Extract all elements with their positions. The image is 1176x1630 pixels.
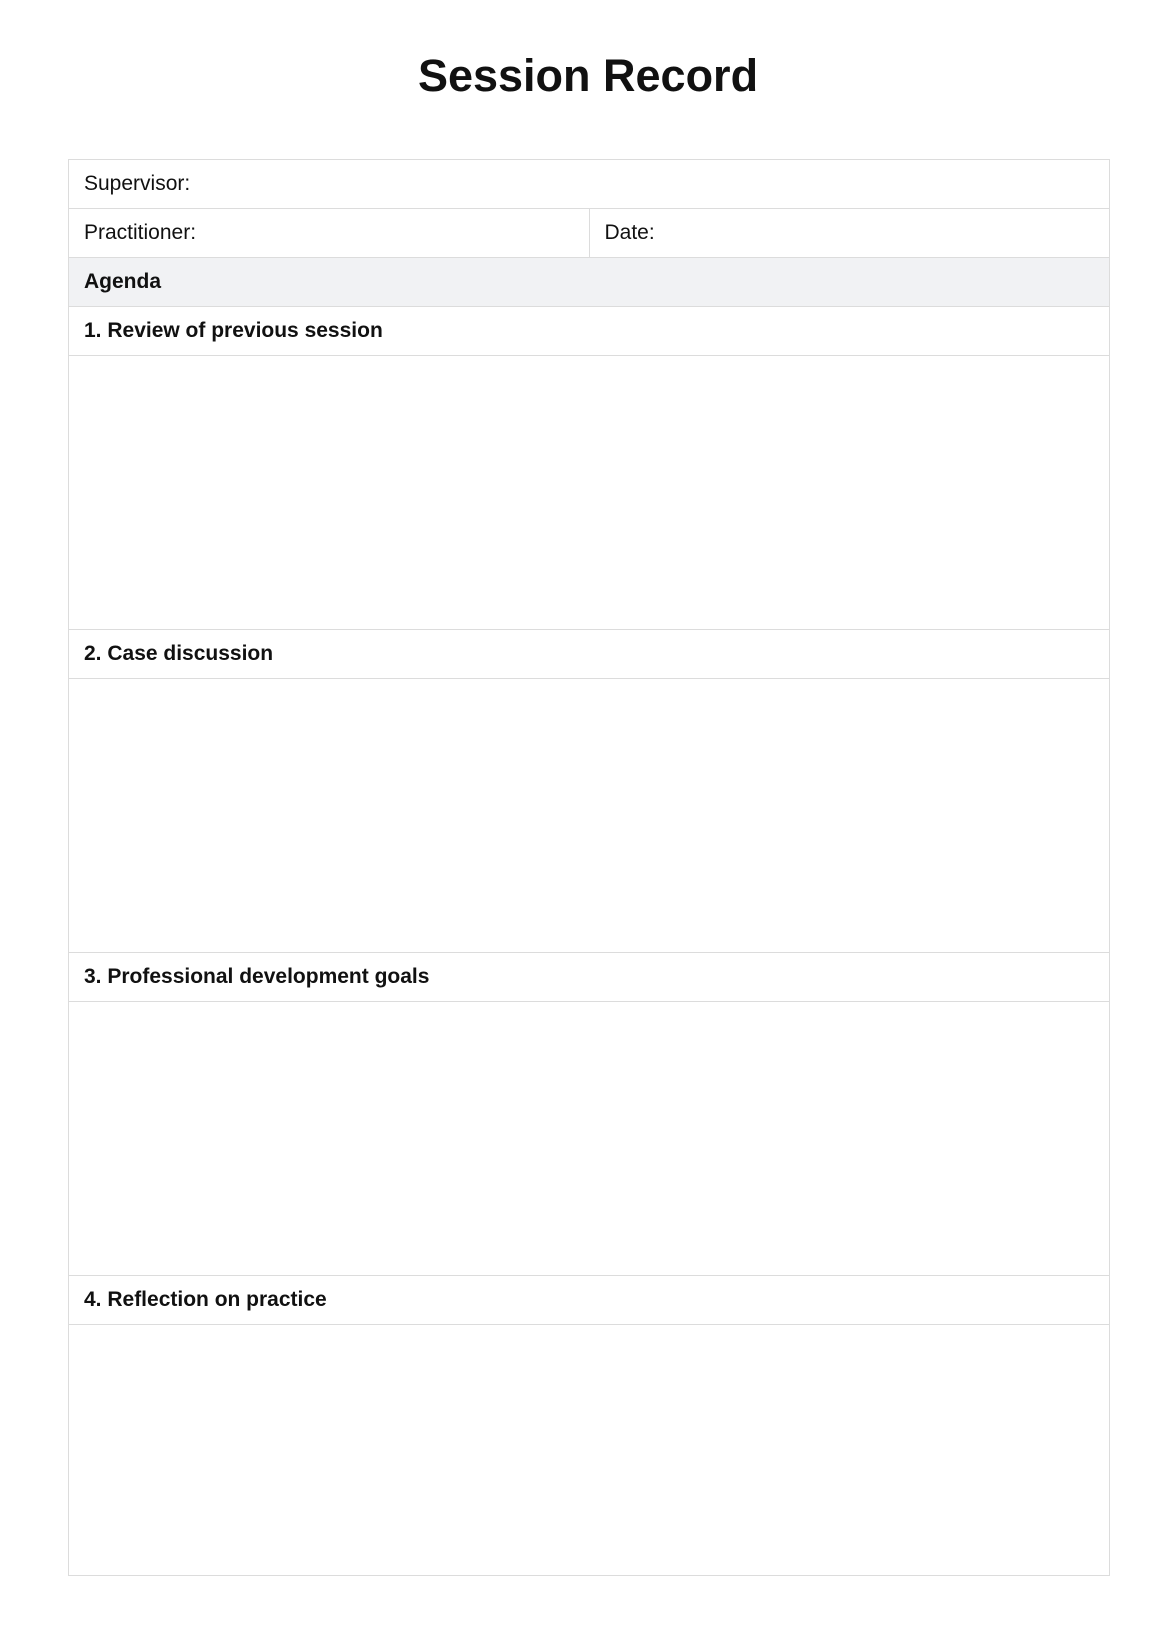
agenda-item-heading: 1. Review of previous session xyxy=(69,307,1110,356)
development-goals-notes-area[interactable] xyxy=(69,1002,1110,1276)
supervisor-field[interactable]: Supervisor: xyxy=(69,160,1110,209)
date-field[interactable]: Date: xyxy=(589,209,1110,258)
case-discussion-notes-area[interactable] xyxy=(69,679,1110,953)
agenda-item-heading: 3. Professional development goals xyxy=(69,953,1110,1002)
page-title: Session Record xyxy=(417,50,759,101)
review-notes-area[interactable] xyxy=(69,356,1110,630)
session-record-form xyxy=(68,159,1110,1576)
reflection-notes-area[interactable] xyxy=(69,1325,1110,1576)
agenda-item-heading: 4. Reflection on practice xyxy=(69,1276,1110,1325)
practitioner-field[interactable]: Practitioner: xyxy=(69,209,590,258)
agenda-item-heading: 2. Case discussion xyxy=(69,630,1110,679)
agenda-heading: Agenda xyxy=(69,258,1110,307)
